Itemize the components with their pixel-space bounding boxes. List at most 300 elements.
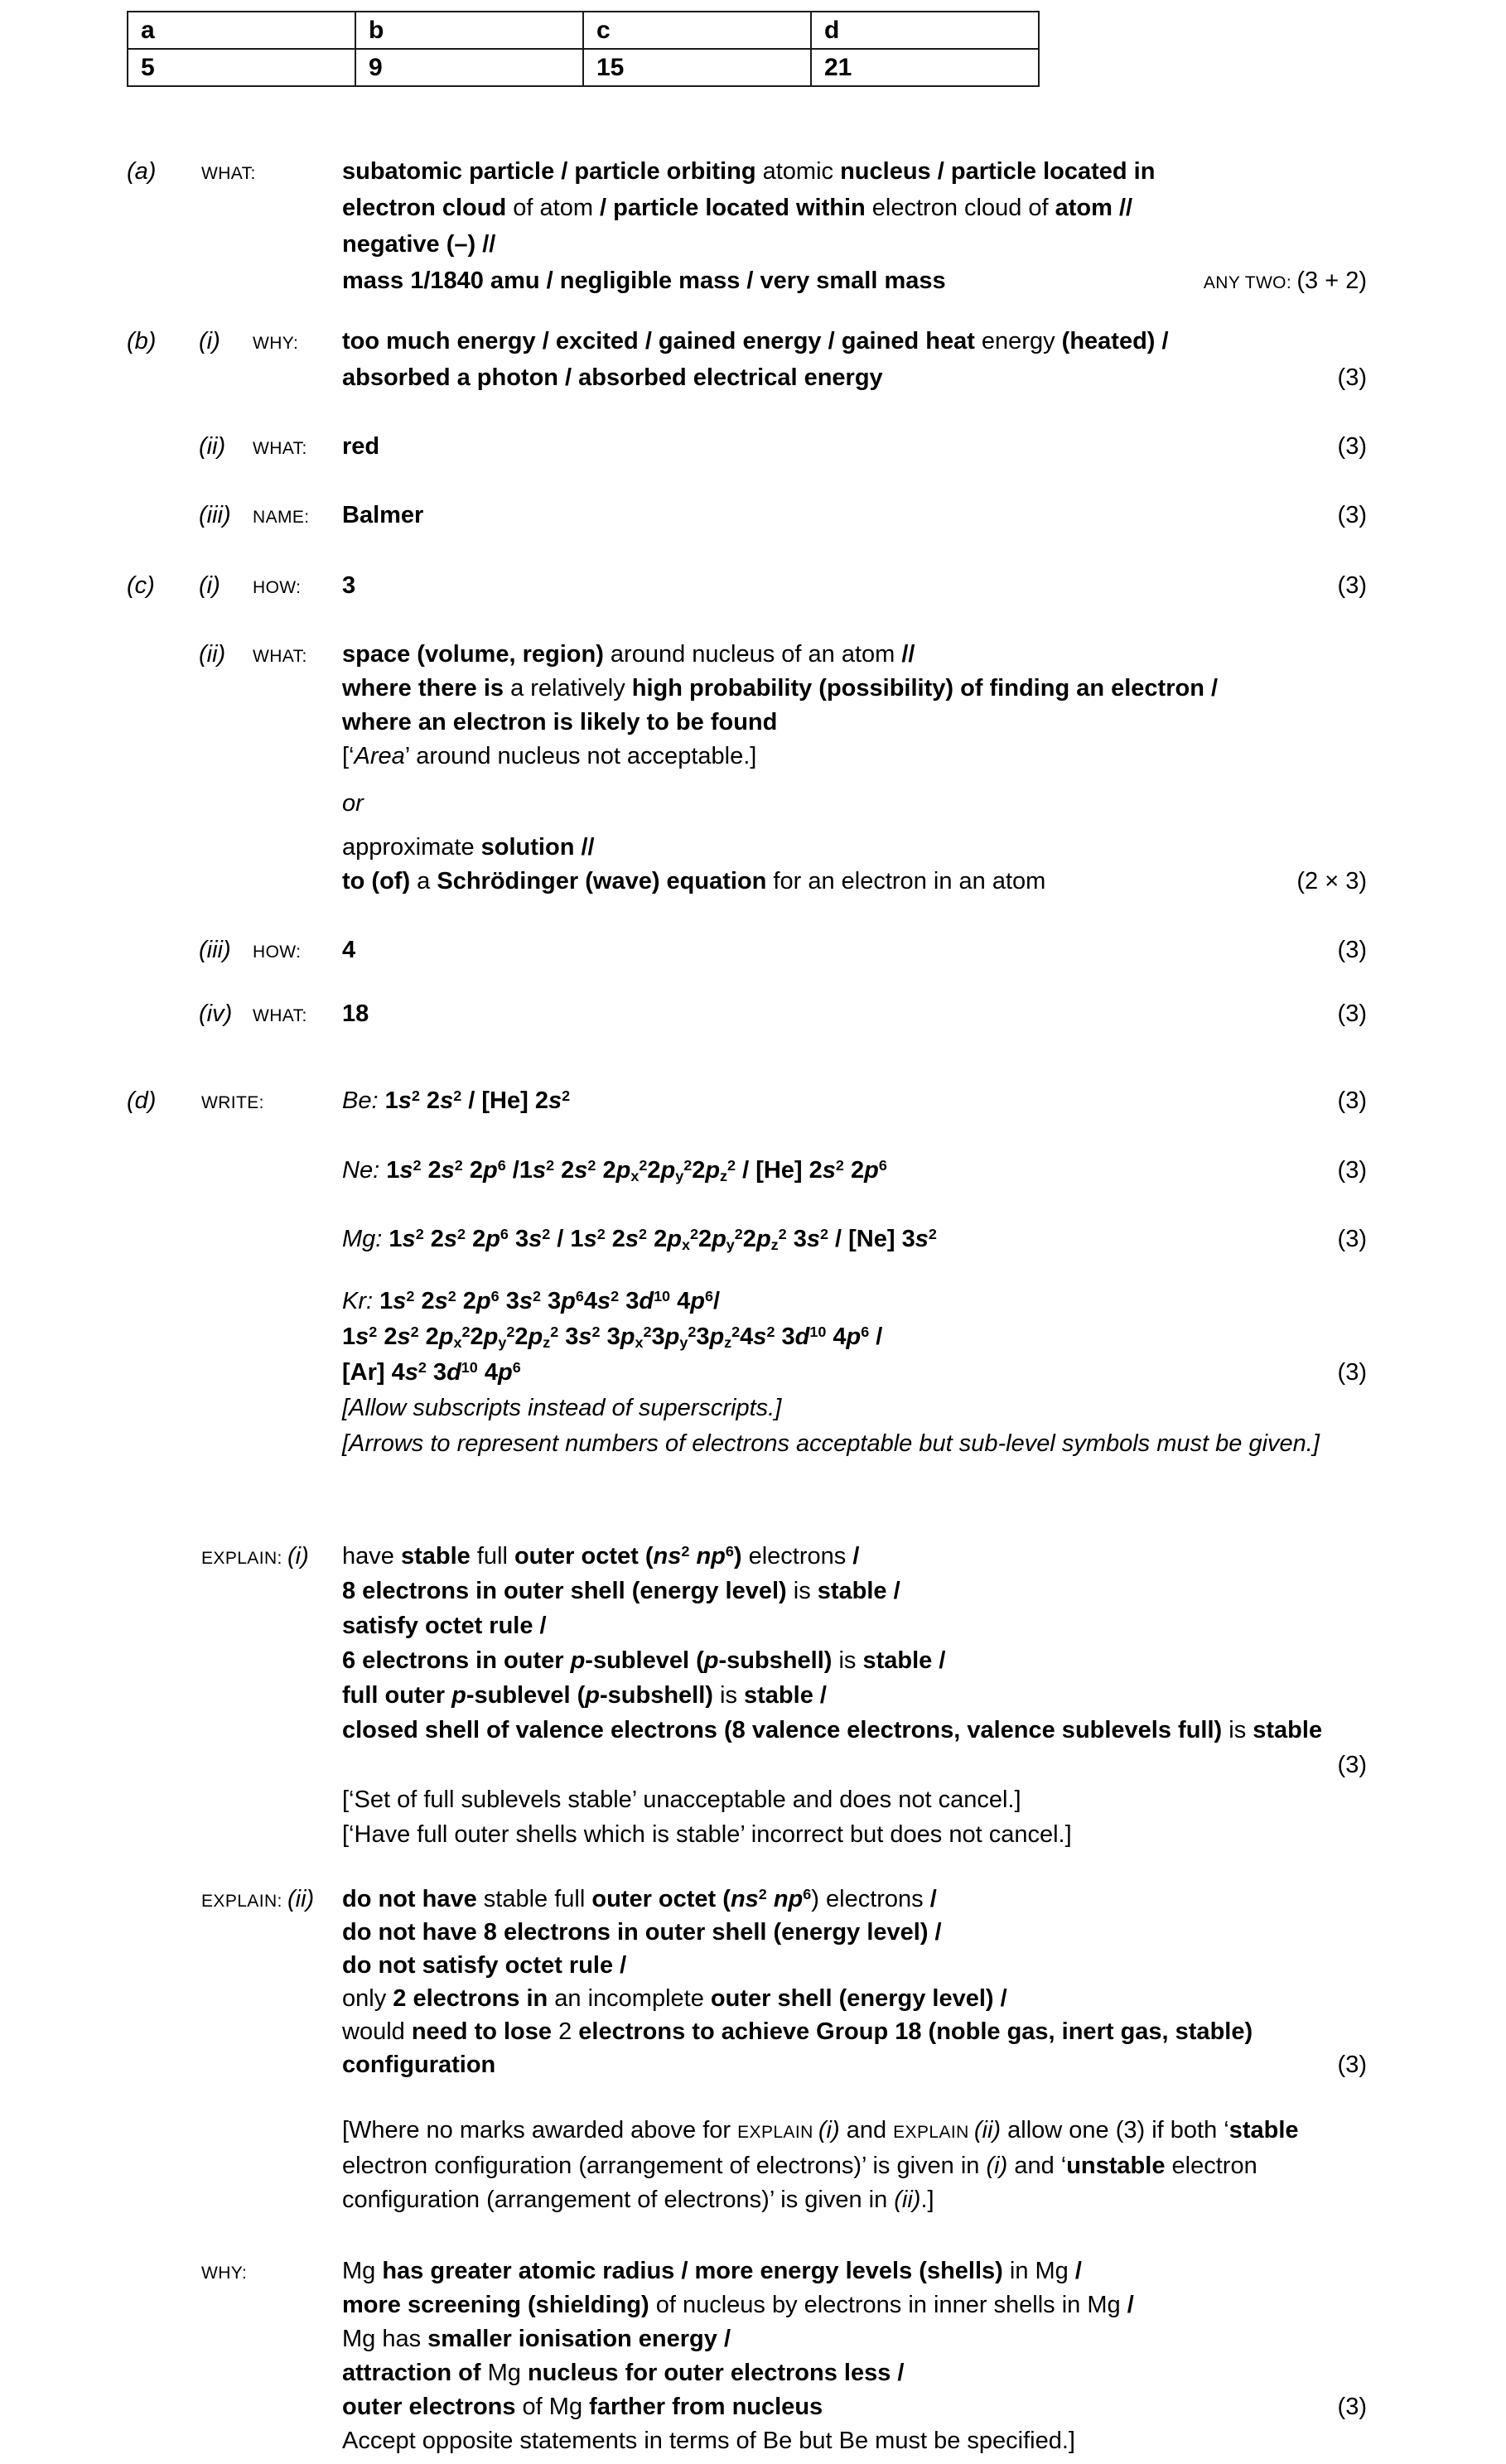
answer-line [342, 740, 1367, 774]
text-run: 4 [583, 1288, 598, 1314]
text-run: 4 [826, 1324, 847, 1350]
text-run: configuration (arrangement of electrons)’ is given in [342, 2187, 895, 2213]
answer-content [342, 153, 1367, 299]
text-run: -sublevel ( [585, 1647, 704, 1674]
text-run: only [342, 1985, 393, 2012]
answer-content [342, 1083, 1367, 1119]
text-run: 2 [377, 1324, 398, 1350]
text-run: a relatively [504, 675, 632, 702]
text-run: WHAT: [253, 1006, 307, 1025]
text-run: Kr: [342, 1288, 380, 1314]
text-run: p [482, 1157, 498, 1184]
text-run: p [585, 1682, 600, 1709]
text-run: 2 [596, 1226, 606, 1243]
text-run: stable / [817, 1578, 900, 1604]
text-run: Ne: [342, 1157, 387, 1184]
text-run: [‘ [342, 743, 355, 769]
text-run: for an electron in an atom [766, 868, 1046, 894]
text-run: p [483, 1324, 499, 1350]
text-run: 6 [575, 1288, 584, 1305]
text-run: 2 [819, 1226, 828, 1243]
text-run: stable full [476, 1886, 592, 1912]
table-value-cell: 9 [355, 49, 583, 86]
text-run: outer shell (energy level) / [710, 1985, 1007, 2012]
marks-badge [1338, 932, 1367, 968]
text-run: s [574, 1157, 588, 1184]
marks-badge [1338, 567, 1367, 604]
text-run: s [548, 1087, 562, 1114]
text-run: stable [1253, 1717, 1323, 1743]
answer-row-or [127, 787, 1367, 821]
text-run: p [497, 1359, 513, 1386]
text-run: s [402, 1226, 416, 1252]
text-run: has greater atomic radius / more energy levels (shells) [382, 2258, 1003, 2284]
text-run: p [703, 1647, 719, 1674]
answer-row-a [127, 153, 1367, 299]
text-run: Mg: [342, 1226, 389, 1252]
text-run: / [He] 2 [736, 1157, 823, 1184]
text-run: s [583, 1226, 597, 1252]
table-header-cell: b [355, 12, 583, 49]
answer-line [342, 428, 1367, 465]
text-run: 2 [734, 1226, 743, 1243]
text-run: p [709, 1324, 725, 1350]
text-run: energy [981, 328, 1062, 354]
text-run: attraction of [342, 2360, 481, 2386]
text-run: 3 [342, 572, 356, 599]
table-value-cell: 15 [583, 49, 811, 86]
answer-line [342, 2322, 1367, 2356]
text-run: s [806, 1226, 820, 1252]
text-run: (i) [986, 2153, 1008, 2179]
answer-content [342, 2114, 1367, 2217]
text-run: s [398, 1087, 412, 1114]
text-run: ANY TWO: [1203, 273, 1297, 292]
keyword-label [253, 996, 307, 1034]
text-run: 2 [647, 1157, 661, 1184]
table-header-cell: c [583, 12, 811, 49]
table-header-cell: d [811, 12, 1039, 49]
answer-content [342, 1883, 1367, 2081]
marks-badge [1338, 996, 1367, 1032]
text-run: (3) [1337, 1157, 1367, 1184]
text-run: outer octet ( [591, 1886, 731, 1912]
keyword-label [253, 567, 301, 606]
text-run: more screening (shielding) [342, 2292, 649, 2318]
text-run: space (volume, region) [342, 641, 604, 668]
text-run: 6 [861, 1324, 870, 1341]
text-run: d [639, 1288, 654, 1314]
answer-line [342, 153, 1367, 190]
text-run: 2 [461, 1324, 471, 1341]
text-run: d [794, 1324, 810, 1350]
text-run: in Mg [1002, 2258, 1075, 2284]
text-run: [Arrows to represent numbers of electrons acceptable but sub-level symbols must be given.] [342, 1430, 1320, 1457]
text-run: WHAT: [253, 647, 307, 666]
text-run: 2 [418, 1324, 439, 1350]
answer-line [342, 190, 1367, 226]
text-run: x [630, 1167, 640, 1184]
text-run: 2 [843, 1157, 865, 1184]
text-run: 3 [696, 1324, 710, 1350]
text-run: 6 electrons in outer [342, 1647, 571, 1674]
marks-badge [1338, 1355, 1367, 1391]
answer-row-b1 [127, 323, 1367, 396]
text-run: 10 [809, 1324, 827, 1341]
answer-row-b2 [127, 428, 1367, 465]
marks-badge [1204, 263, 1367, 301]
answer-content [342, 638, 1367, 774]
text-run: y [498, 1333, 507, 1351]
answer-row-c1 [127, 567, 1367, 604]
keyword-label [201, 1539, 309, 1576]
text-run: p [620, 1324, 635, 1350]
answer-line [342, 1817, 1367, 1852]
marks-badge [1338, 2390, 1367, 2424]
answer-line [342, 2114, 1367, 2149]
answer-content [342, 497, 1367, 533]
text-run: / [852, 1543, 860, 1570]
answer-line [342, 1284, 1367, 1319]
answer-row-ex1 [127, 1539, 1367, 1852]
table-value-cell: 21 [811, 49, 1039, 86]
text-run: ) [733, 1543, 742, 1570]
answer-line [342, 323, 1367, 359]
text-run: 3 [540, 1288, 562, 1314]
spacer [342, 1752, 349, 1778]
subsection-label: (iv) [199, 1001, 233, 1027]
text-run: 3 [508, 1226, 529, 1252]
text-run: x [453, 1333, 462, 1351]
text-run: 3 [600, 1324, 620, 1350]
answer-content [342, 1153, 1367, 1189]
text-run: s [355, 1324, 369, 1350]
text-run: and [839, 2117, 894, 2143]
answer-line [342, 1319, 1367, 1355]
text-run: p [615, 1157, 631, 1184]
text-run: y [679, 1333, 688, 1351]
text-run: do not satisfy octet rule / [342, 1952, 627, 1979]
text-run: EXPLAIN: [201, 1549, 287, 1568]
text-run: 2 [550, 1324, 559, 1341]
text-run: p [660, 1157, 676, 1184]
text-run: WHY: [253, 334, 299, 353]
text-run: 6 [878, 1157, 887, 1174]
answer-row-why [127, 2254, 1367, 2458]
text-run: p [528, 1324, 543, 1350]
marks-badge [1338, 1153, 1367, 1189]
answer-line [342, 226, 1367, 263]
text-run: (3) [1337, 2052, 1367, 2078]
text-run: 2 [639, 1226, 648, 1243]
section-label: (a) [127, 158, 157, 185]
text-run: s [753, 1324, 767, 1350]
answer-line [342, 1153, 1367, 1189]
text-run: closed shell of valence electrons (8 valence electrons, valence sublevels full) [342, 1717, 1223, 1743]
text-run: mass 1/1840 amu / negligible mass / very small mass [342, 268, 946, 294]
section-label: (b) [127, 328, 157, 354]
text-run: (3) [1337, 364, 1367, 391]
text-run: 2 [514, 1324, 529, 1350]
text-run: [Where no marks awarded above for [342, 2117, 738, 2143]
text-run: HOW: [253, 578, 302, 597]
subsection-label: (iii) [199, 502, 231, 528]
text-run: Accept opposite statements in terms of Be but Be must be specified.] [342, 2428, 1075, 2454]
text-run: (ii) [973, 2117, 1002, 2143]
text-run: 2 [928, 1226, 937, 1243]
text-run: stable / [744, 1682, 827, 1709]
text-run: ns [653, 1543, 682, 1570]
text-run: HOW: [253, 943, 302, 962]
answer-line [342, 672, 1367, 706]
text-run: approximate [342, 834, 481, 861]
text-run: 1 [342, 1324, 356, 1350]
text-run: 2 [542, 1226, 551, 1243]
text-run: stable / [862, 1647, 946, 1674]
text-run: 2 [466, 1226, 486, 1252]
text-run: 2 [766, 1324, 775, 1341]
text-run: 2 [835, 1157, 844, 1174]
text-run: ) electrons [811, 1886, 930, 1912]
marks-badge [1338, 1083, 1367, 1119]
marks-badge [1338, 2048, 1367, 2081]
text-run: d [446, 1359, 461, 1386]
answer-line [342, 1678, 1367, 1713]
text-run: p [475, 1288, 491, 1314]
text-run: p [664, 1324, 680, 1350]
text-run: 2 [562, 1087, 571, 1105]
text-run: 2 [596, 1157, 616, 1184]
text-run: [‘Set of full sublevels stable’ unacceptable and does not cancel.] [342, 1787, 1021, 1813]
text-run: .] [920, 2187, 934, 2213]
answer-content [342, 932, 1367, 968]
text-run: / [869, 1324, 883, 1350]
text-run: atom // [1055, 195, 1133, 221]
text-run: 2 [414, 1288, 435, 1314]
text-run: WRITE: [201, 1093, 264, 1112]
text-run: ’ around nucleus not acceptable.] [404, 743, 757, 769]
text-run: need to lose [411, 2018, 553, 2045]
text-run: satisfy octet rule / [342, 1613, 547, 1639]
text-run: where there is [342, 675, 504, 702]
text-run: of Mg [515, 2394, 590, 2420]
text-run: 2 [552, 2018, 579, 2045]
text-run: stable [400, 1543, 471, 1570]
answer-line [342, 1539, 1367, 1574]
text-run: (3) [1337, 1087, 1367, 1114]
text-run: configuration [342, 2052, 496, 2078]
text-run: 3 [499, 1288, 519, 1314]
text-run: s [529, 1226, 543, 1252]
text-run: z [770, 1236, 779, 1253]
text-run: 2 [605, 1226, 625, 1252]
text-run: (3) [1337, 937, 1367, 963]
subsection-label: (i) [199, 328, 220, 354]
text-run: s [532, 1157, 547, 1184]
text-run: Mg [480, 2360, 528, 2386]
text-run: 6 [704, 1288, 713, 1305]
answer-line [342, 1748, 1367, 1782]
keyword-label [201, 153, 256, 192]
text-run: 2 [532, 1288, 541, 1305]
text-run: s [397, 1324, 411, 1350]
text-run: 2 [546, 1157, 555, 1174]
text-run: 2 [462, 1157, 483, 1184]
text-run: electron configuration (arrangement of electrons)’ is given in [342, 2153, 987, 2179]
answer-content [342, 567, 1367, 604]
text-run: p [705, 1157, 721, 1184]
text-run: (i) [818, 2117, 840, 2143]
text-run: outer electrons [342, 2394, 516, 2420]
text-run: is [832, 1647, 863, 1674]
keyword-label [253, 428, 307, 467]
marks-table-header-row [128, 12, 1039, 49]
answer-row-dne [127, 1153, 1367, 1189]
text-run: s [625, 1226, 640, 1252]
answer-row-c2 [127, 638, 1367, 774]
text-run: / [Ne] 3 [828, 1226, 915, 1252]
text-run: high probability (possibility) of finding an electron / [631, 675, 1219, 702]
marks-badge [1338, 1222, 1367, 1257]
section-label: (c) [127, 572, 155, 599]
text-run: x [681, 1236, 690, 1253]
text-run: 1 [379, 1288, 393, 1314]
text-run: 6 [512, 1359, 521, 1377]
text-run: is [1222, 1717, 1253, 1743]
answer-line [342, 1883, 1367, 1916]
text-run: (ii) [287, 1886, 315, 1912]
text-run: / particle located within [600, 195, 872, 221]
text-run: negative (–) // [342, 231, 496, 258]
text-run: atomic [762, 158, 841, 185]
text-run: or [342, 790, 364, 817]
text-run: 2 electrons in [393, 1985, 548, 2012]
text-run: 2 [453, 1087, 462, 1105]
text-run: 2 [447, 1288, 456, 1305]
text-run: 4 [342, 937, 356, 963]
text-run: / [929, 1886, 937, 1912]
subsection-label: (ii) [199, 433, 226, 460]
answer-line [342, 1982, 1367, 2015]
answer-line [342, 2183, 1367, 2217]
text-run: p [561, 1288, 576, 1314]
text-run: 4 [740, 1324, 754, 1350]
text-run: s [441, 1157, 455, 1184]
text-run: 6 [500, 1226, 509, 1243]
answer-line [342, 1083, 1367, 1119]
text-run: WHAT: [253, 439, 307, 458]
text-run: 3 [619, 1288, 640, 1314]
answer-line [342, 2015, 1367, 2048]
text-run: 3 [426, 1359, 447, 1386]
text-run: electron [1165, 2153, 1257, 2179]
text-run: 2 [611, 1288, 620, 1305]
text-run: 2 [423, 1226, 444, 1252]
text-run: 6 [490, 1288, 500, 1305]
text-run: p [438, 1324, 454, 1350]
keyword-label [253, 932, 301, 971]
text-run: 2 [742, 1226, 756, 1252]
text-run: 2 [457, 1226, 466, 1243]
text-run: 2 [419, 1087, 441, 1114]
answer-line [342, 1391, 1367, 1426]
text-run: s [440, 1087, 454, 1114]
text-run: full [470, 1543, 514, 1570]
text-run: s [578, 1324, 592, 1350]
text-run: 2 [554, 1157, 575, 1184]
text-run: y [726, 1236, 735, 1253]
text-run: where an electron is likely to be found [342, 709, 778, 735]
text-run: // [901, 641, 915, 668]
answer-row-ex2 [127, 1883, 1367, 2081]
text-run: (2 × 3) [1296, 868, 1367, 894]
text-run: allow one (3) if both ‘ [1001, 2117, 1229, 2143]
text-run: electron cloud [342, 195, 514, 221]
text-run: Be: [342, 1087, 385, 1114]
marks-badge [1338, 497, 1367, 533]
text-run: (i) [287, 1543, 309, 1570]
text-run: subatomic particle / particle orbiting [342, 158, 763, 185]
text-run: Schrödinger (wave) equation [437, 868, 767, 894]
text-run: (3) [1337, 2394, 1367, 2420]
text-run: EXPLAIN [737, 2123, 818, 2142]
answer-line [342, 865, 1367, 899]
text-run: 2 [643, 1324, 652, 1341]
text-run: do not have [342, 1886, 477, 1912]
text-run: nucleus for outer electrons less / [527, 2360, 905, 2386]
text-run: 2 [688, 1324, 697, 1341]
text-run: of atom [513, 195, 601, 221]
text-run: 10 [461, 1359, 478, 1377]
text-run: unstable [1066, 2153, 1166, 2179]
text-run: 2 [413, 1157, 422, 1174]
marks-badge [1296, 865, 1367, 899]
text-run: (3) [1337, 1001, 1367, 1027]
text-run: an incomplete [548, 1985, 711, 2012]
text-run: EXPLAIN [893, 2123, 974, 2142]
text-run: 2 [587, 1157, 596, 1174]
text-run: 2 [454, 1157, 463, 1174]
text-run: 2 [411, 1087, 420, 1105]
text-run: red [342, 433, 380, 460]
text-run: p [451, 1682, 466, 1709]
text-run: solution // [480, 834, 595, 861]
text-run: 1 [384, 1087, 398, 1114]
answer-content [342, 831, 1367, 899]
text-run: / [712, 1288, 721, 1314]
text-run: 2 [591, 1324, 601, 1341]
text-run: smaller ionisation energy / [427, 2326, 731, 2352]
text-run: is [786, 1578, 818, 1604]
text-run: p [846, 1324, 862, 1350]
marks-badge [1338, 1748, 1367, 1782]
text-run: 6 [497, 1157, 506, 1174]
text-run: Balmer [342, 502, 424, 528]
text-run: stable [1228, 2117, 1299, 2143]
text-run: is [712, 1682, 745, 1709]
text-run: 2 [689, 1226, 698, 1243]
answer-line [342, 2149, 1367, 2183]
answer-line [342, 567, 1367, 604]
answer-content [342, 996, 1367, 1032]
answer-line [342, 1949, 1367, 1982]
marks-badge [1338, 359, 1367, 396]
text-run: 1 [389, 1226, 403, 1252]
text-run: would [342, 2018, 412, 2045]
text-run: p [690, 1288, 705, 1314]
answer-content [342, 1539, 1367, 1852]
answer-line [342, 2424, 1367, 2458]
